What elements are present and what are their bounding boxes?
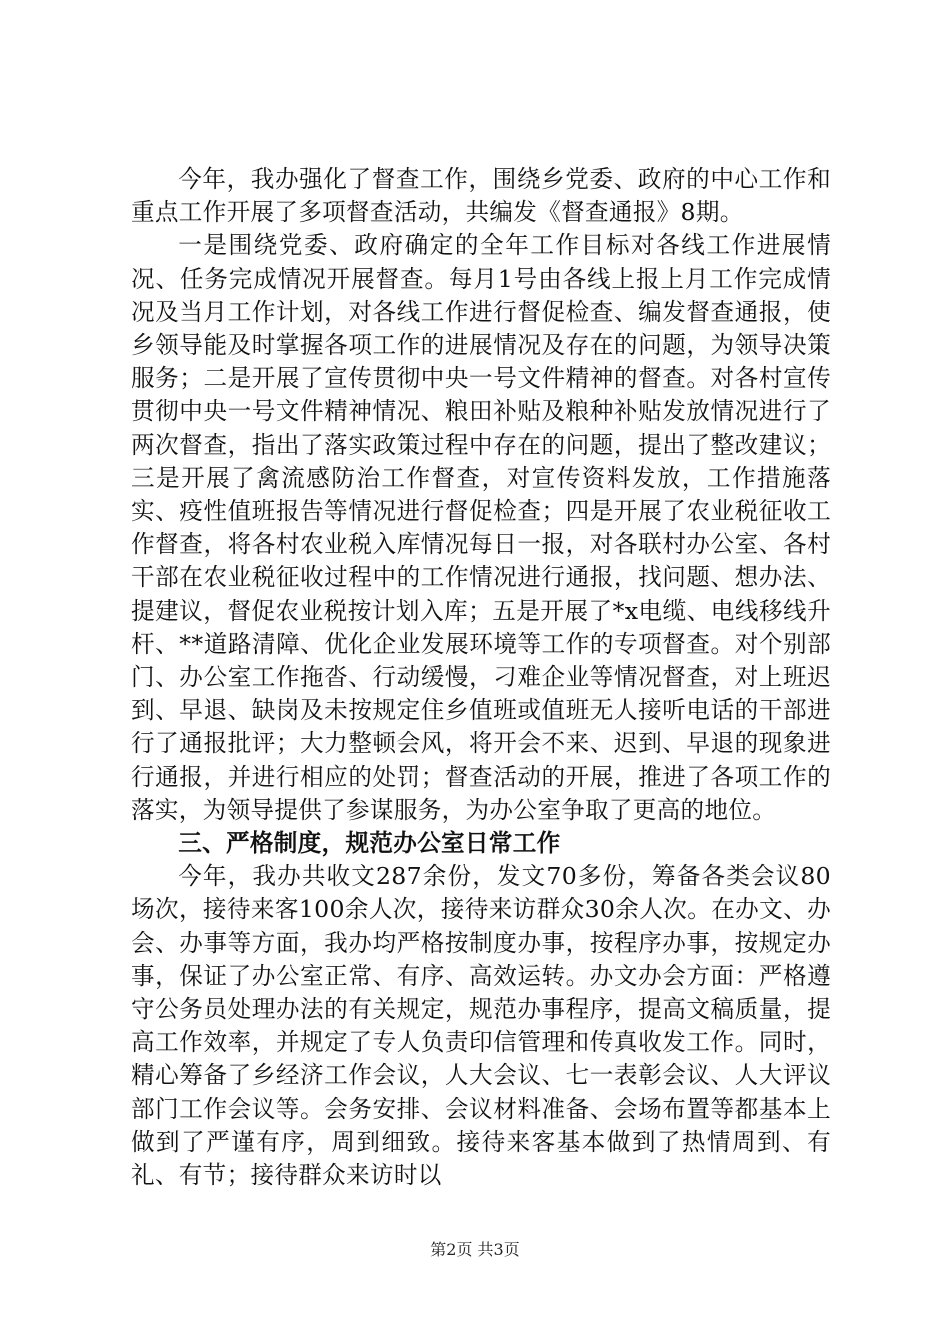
section-heading: 三、严格制度，规范办公室日常工作 bbox=[178, 829, 561, 858]
page-number-footer: 第2页 共3页 bbox=[430, 1240, 520, 1259]
paragraph-supervision-details: 一是围绕党委、政府确定的全年工作目标对各线工作进展情况、任务完成情况开展督查。每月1号由各线上报上月工作完成情况及当月工作计划，对各线工作进行督促检查、编发督查通报，使乡领导能及时掌握各项工作的进展情况及存在的问题，为领导决策服务；二是开展了宣传贯彻中央一号文件精神的督查。对各村宣传贯彻中央一号文件精神情况、粮田补贴及粮种补贴发放情况进行了两次督查，指出了落实政策过程中存在的问题，提出了整改建议；三是开展了禽流感防治工作督查，对宣传资料发放，工作措施落实、疫性值班报告等情况进行督促检查；四是开展了农业税征收工作督查，将各村农业税入库情况每日一报，对各联村办公室、各村干部在农业税征收过程中的工作情况进行通报，找问题、想办法、提建议，督促农业税按计划入库；五是开展了*x电缆、电线移线升杆、**道路清障、优化企业发展环境等工作的专项督查。对个别部门、办公室工作拖沓、行动缓慢，刁难企业等情况督查，对上班迟到、早退、缺岗及未按规定住乡值班或值班无人接听电话的干部进行了通报批评；大力整顿会风，将开会不来、迟到、早退的现象进行通报，并进行相应的处罚；督查活动的开展，推进了各项工作的落实，为领导提供了参谋服务，为办公室争取了更高的地位。 bbox=[131, 231, 831, 824]
paragraph-office-work: 今年，我办共收文287余份，发文70多份，筹备各类会议80场次，接待来客100余人次，接待来访群众30余人次。在办文、办会、办事等方面，我办均严格按制度办事，按程序办事，按规定办事，保证了办公室正常、有序、高效运转。办文办会方面：严格遵守公务员处理办法的有关规定，规范办事程序，提高文稿质量，提高工作效率，并规定了专人负责印信管理和传真收发工作。同时，精心筹备了乡经济工作会议，人大会议、七一表彰会议、人大评议部门工作会议等。会务安排、会议材料准备、会场布置等都基本上做到了严谨有序，周到细致。接待来客基本做到了热情周到、有礼、有节；接待群众来访时以 bbox=[131, 862, 831, 1190]
paragraph-intro: 今年，我办强化了督查工作，围绕乡党委、政府的中心工作和重点工作开展了多项督查活动，共编发《督查通报》8期。 bbox=[131, 165, 831, 227]
document-body bbox=[131, 163, 831, 1192]
